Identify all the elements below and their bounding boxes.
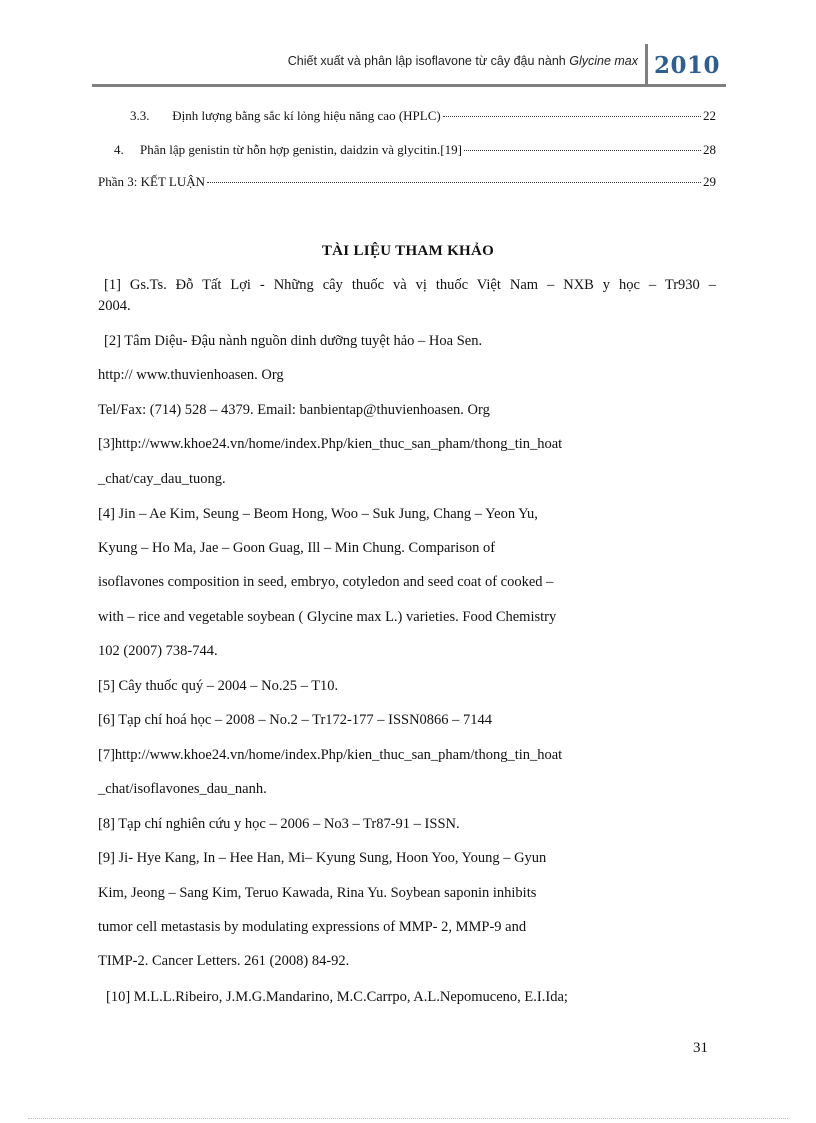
header-year: 2010	[654, 52, 721, 79]
reference-line: [3]http://www.khoe24.vn/home/index.Php/kien_thuc_san_pham/thong_tin_hoat	[98, 436, 563, 452]
toc-entry-page: 28	[703, 142, 716, 157]
reference-line: Kim, Jeong – Sang Kim, Teruo Kawada, Rina Yu. Soybean saponin inhibits	[98, 885, 537, 901]
page-number: 31	[693, 1040, 708, 1056]
toc-leader	[207, 182, 701, 183]
reference-line: Kyung – Ho Ma, Jae – Goon Guag, Ill – Min Chung. Comparison of	[98, 540, 496, 556]
toc-leader	[464, 150, 701, 151]
toc-entry-label: 3.3. Định lượng bằng sắc kí lỏng hiệu năng cao (HPLC)	[130, 108, 441, 123]
footer-dotted-border	[28, 1118, 788, 1119]
reference-line: [6] Tạp chí hoá học – 2008 – No.2 – Tr172-177 – ISSN0866 – 7144	[98, 712, 493, 728]
toc-entry[interactable]	[98, 174, 716, 190]
reference-line: 2004.	[98, 298, 131, 314]
reference-line: [9] Ji- Hye Kang, In – Hee Han, Mi– Kyung Sung, Hoon Yoo, Young – Gyun	[98, 850, 547, 866]
reference-line: TIMP-2. Cancer Letters. 261 (2008) 84-92.	[98, 953, 350, 969]
reference-line: [2] Tâm Diệu- Đậu nành nguồn dinh dưỡng tuyệt hảo – Hoa Sen.	[104, 333, 483, 349]
reference-line: [1] Gs.Ts. Đỗ Tất Lợi - Những cây thuốc và vị thuốc Việt Nam – NXB y học – Tr930 –	[104, 277, 716, 293]
toc-entry[interactable]	[130, 108, 716, 124]
header-title-italic: Glycine max	[569, 54, 638, 68]
toc-entry-page: 29	[703, 174, 716, 189]
toc-entry-page: 22	[703, 108, 716, 123]
reference-line: [5] Cây thuốc quý – 2004 – No.25 – T10.	[98, 678, 339, 694]
toc-leader	[443, 116, 701, 117]
toc-entry[interactable]	[114, 142, 716, 158]
reference-line: with – rice and vegetable soybean ( Glycine max L.) varieties. Food Chemistry	[98, 609, 557, 625]
reference-line: [7]http://www.khoe24.vn/home/index.Php/kien_thuc_san_pham/thong_tin_hoat	[98, 747, 563, 763]
references-heading: TÀI LIỆU THAM KHẢO	[321, 243, 495, 259]
reference-line: [4] Jin – Ae Kim, Seung – Beom Hong, Woo – Suk Jung, Chang – Yeon Yu,	[98, 506, 538, 522]
reference-line: isoflavones composition in seed, embryo, cotyledon and seed coat of cooked –	[98, 574, 554, 590]
reference-line: Tel/Fax: (714) 528 – 4379. Email: banbientap@thuvienhoasen. Org	[98, 402, 490, 418]
reference-line: 102 (2007) 738-744.	[98, 643, 218, 659]
reference-line: _chat/isoflavones_dau_nanh.	[98, 781, 267, 797]
reference-line: tumor cell metastasis by modulating expressions of MMP- 2, MMP-9 and	[98, 919, 527, 935]
reference-line: _chat/cay_dau_tuong.	[98, 471, 226, 487]
reference-line: [10] M.L.L.Ribeiro, J.M.G.Mandarino, M.C.Carrpo, A.L.Nepomuceno, E.I.Ida;	[106, 989, 568, 1005]
toc-entry-label: 4. Phân lập genistin từ hỗn hợp genistin, daidzin và glycitin.[19]	[114, 142, 462, 157]
header-divider	[645, 44, 648, 84]
header-rule	[92, 84, 726, 87]
toc-entry-label: Phần 3: KẾT LUẬN	[98, 174, 206, 189]
reference-line: http:// www.thuvienhoasen. Org	[98, 367, 284, 383]
header-title-text: Chiết xuất và phân lập isoflavone từ cây đậu nành	[287, 54, 566, 68]
running-header-title	[288, 54, 638, 68]
reference-line: [8] Tạp chí nghiên cứu y học – 2006 – No3 – Tr87-91 – ISSN.	[98, 816, 460, 832]
